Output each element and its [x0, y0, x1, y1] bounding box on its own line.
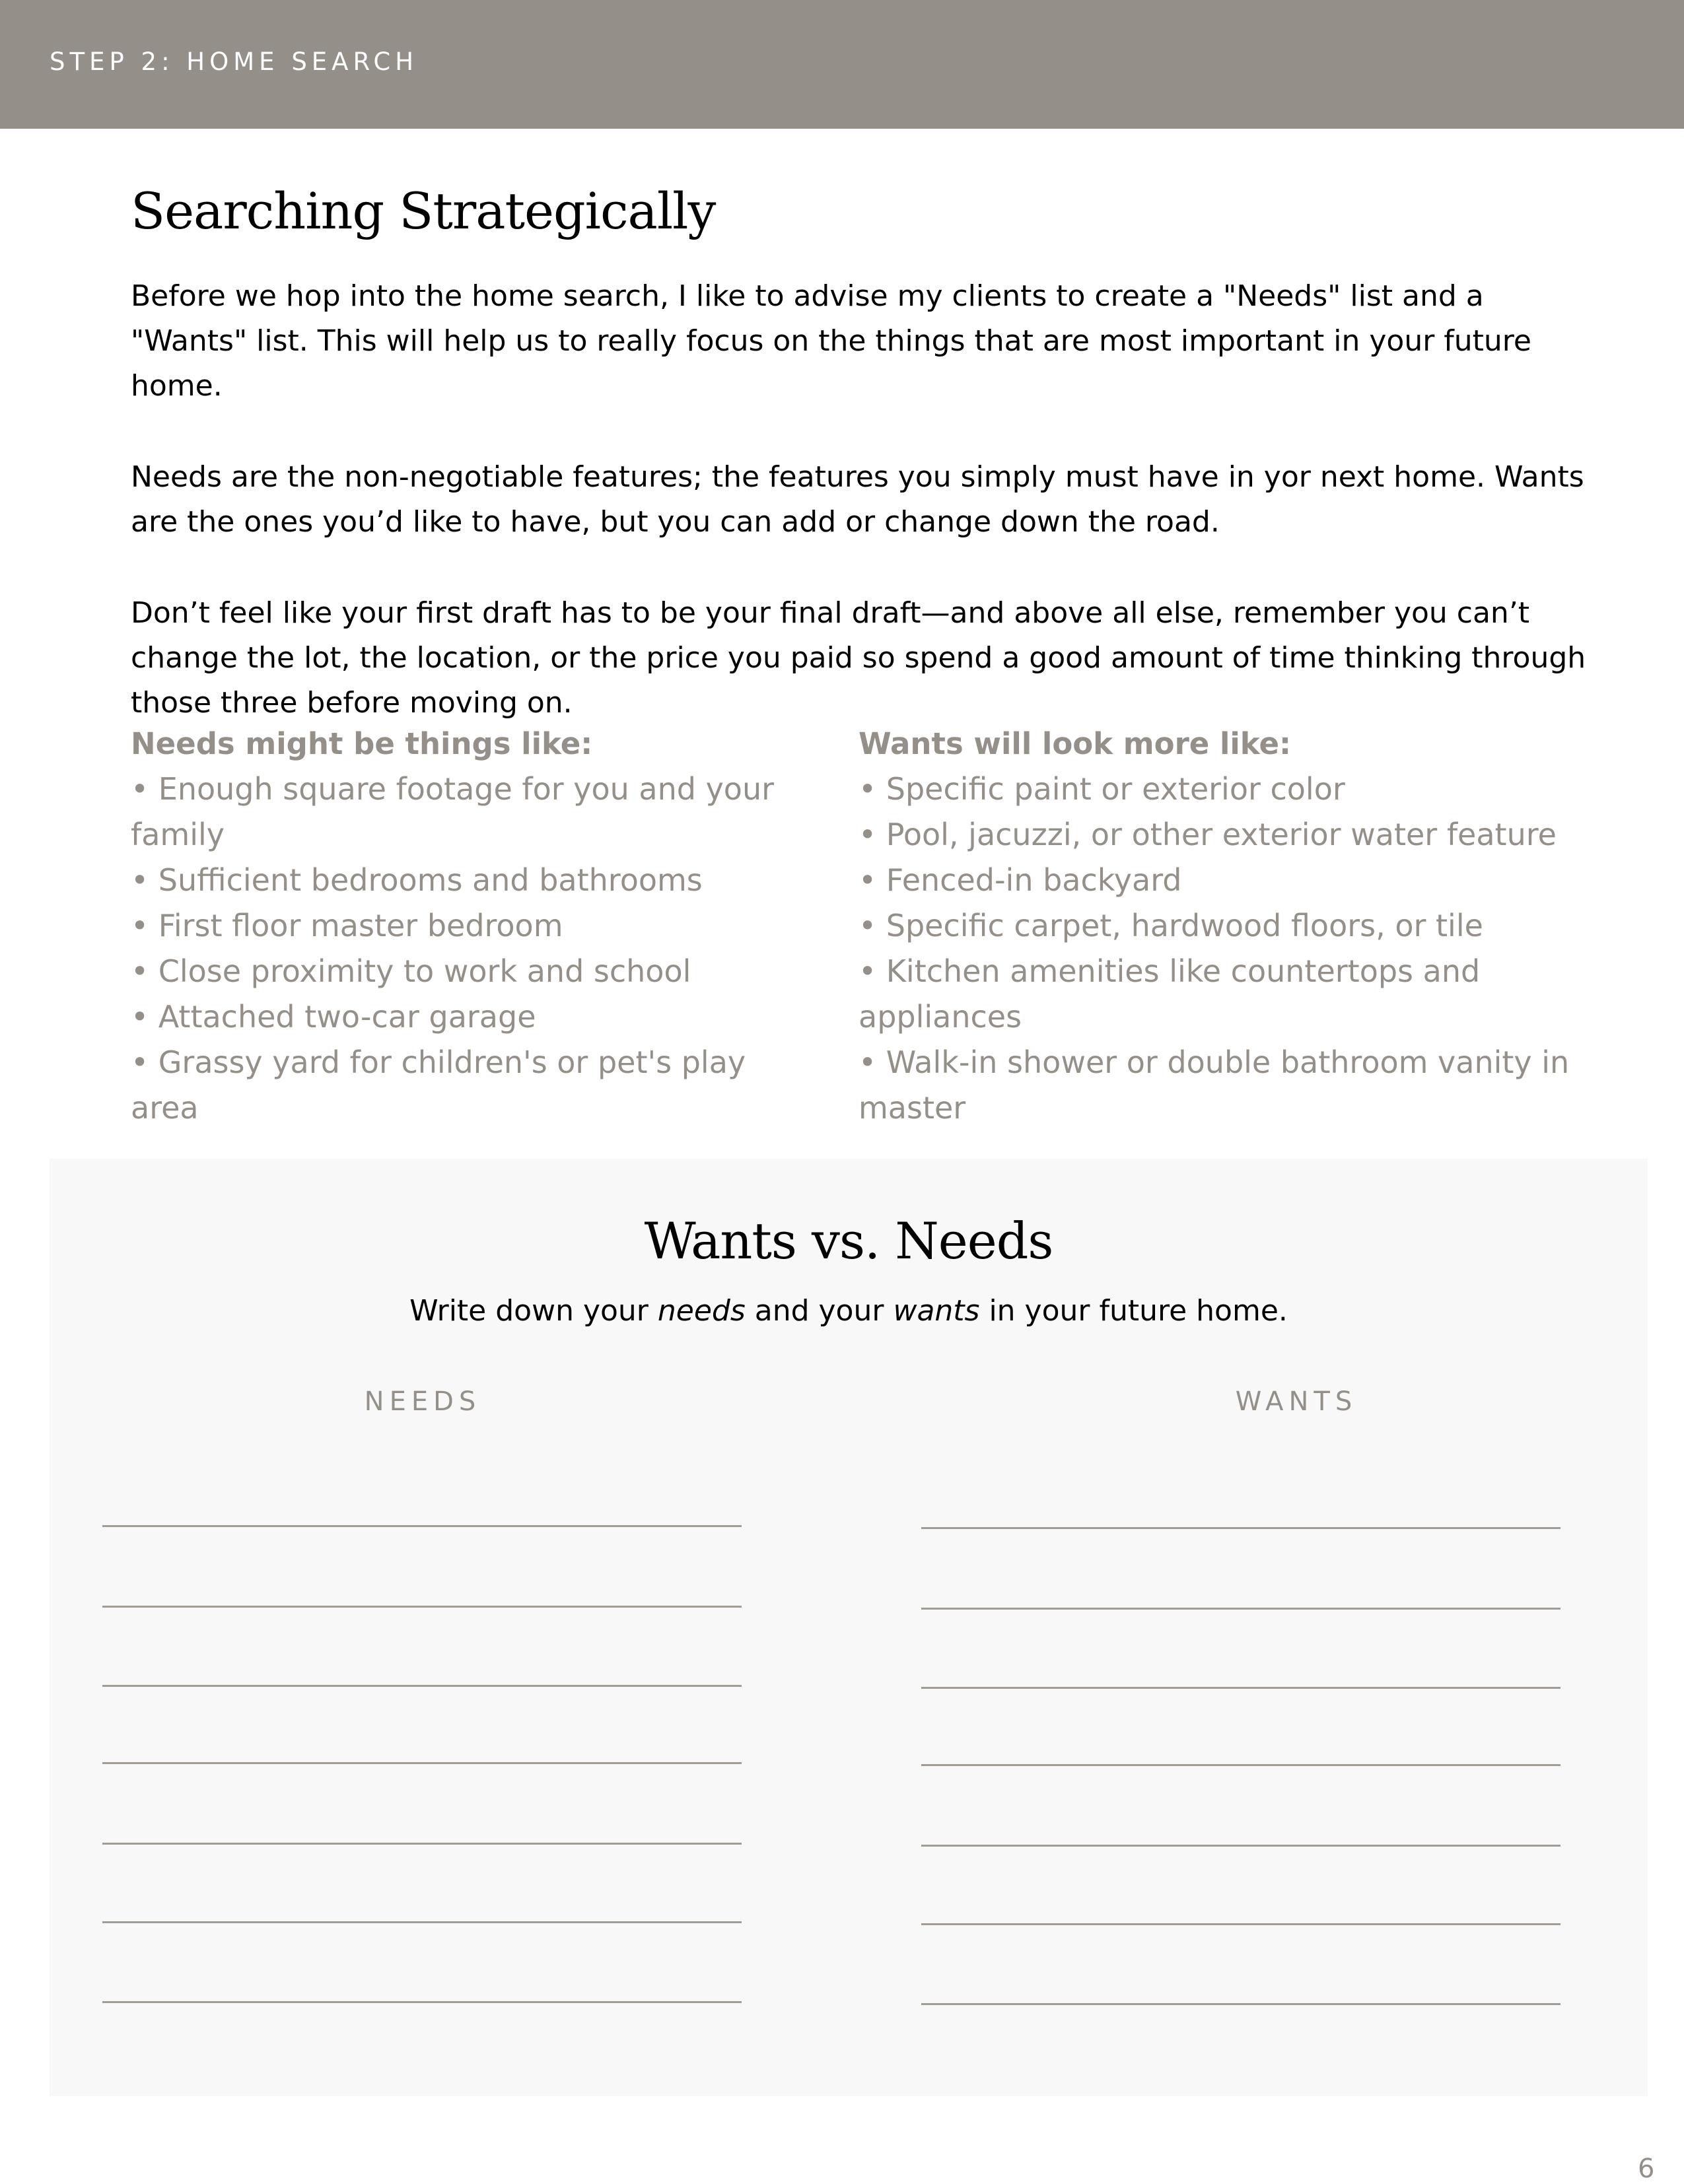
intro-paragraph: Don’t feel like your first draft has to be your final draft—and above all else, remember you can’t change the lot, the location, or the price you paid so spend a good amount of time thinking through those three before moving on. [131, 596, 1586, 720]
needs-write-line[interactable] [102, 1762, 742, 1764]
wants-examples-heading: Wants will look more like: [859, 726, 1292, 761]
instruction-wants-word: wants [893, 1294, 980, 1328]
needs-column-label: NEEDS [364, 1386, 481, 1417]
instruction-needs-word: needs [657, 1294, 746, 1328]
needs-write-line[interactable] [102, 1843, 742, 1845]
needs-write-line[interactable] [102, 1685, 742, 1687]
intro-paragraph: Needs are the non-negotiable features; the features you simply must have in yor next home. Wants are the ones you’d like to have, but you can add or change down the road. [131, 460, 1584, 539]
wants-write-line[interactable] [921, 1608, 1561, 1610]
wants-vs-needs-worksheet [50, 1159, 1648, 2096]
wants-write-line[interactable] [921, 1923, 1561, 1925]
list-item: • Grassy yard for children's or pet's play area [131, 1044, 746, 1126]
needs-examples [131, 721, 798, 1131]
list-item: • First floor master bedroom [131, 908, 563, 943]
needs-write-line[interactable] [102, 1921, 742, 1923]
needs-write-line[interactable] [102, 1525, 742, 1527]
list-item: • Kitchen amenities like countertops and appliances [859, 953, 1481, 1035]
instruction-text: and your [745, 1294, 894, 1328]
wants-column-label: WANTS [1235, 1386, 1358, 1417]
needs-examples-heading: Needs might be things like: [131, 726, 593, 761]
intro-text [131, 274, 1603, 772]
needs-examples-list [131, 767, 798, 1131]
page-number: 6 [1638, 2154, 1655, 2184]
wants-write-line[interactable] [921, 1764, 1561, 1766]
wants-examples [859, 721, 1618, 1131]
worksheet-title: Wants vs. Needs [644, 1211, 1053, 1270]
list-item: • Fenced-in backyard [859, 862, 1182, 898]
instruction-text: Write down your [409, 1294, 658, 1328]
wants-write-line[interactable] [921, 1527, 1561, 1529]
section-label: STEP 2: HOME SEARCH [50, 48, 419, 76]
needs-write-line[interactable] [102, 1606, 742, 1608]
wants-write-line[interactable] [921, 2003, 1561, 2005]
list-item: • Attached two-car garage [131, 999, 536, 1035]
list-item: • Walk-in shower or double bathroom vanity in master [859, 1044, 1570, 1126]
worksheet-instruction [50, 1294, 1648, 1328]
list-item: • Close proximity to work and school [131, 953, 691, 989]
header-band [0, 0, 1684, 129]
intro-paragraph: Before we hop into the home search, I like to advise my clients to create a "Needs" list and a "Wants" list. This will help us to really focus on the things that are most important in your future home. [131, 279, 1532, 403]
list-item: • Sufficient bedrooms and bathrooms [131, 862, 703, 898]
wants-write-line[interactable] [921, 1845, 1561, 1847]
wants-examples-list [859, 767, 1618, 1131]
page-title: Searching Strategically [131, 182, 716, 240]
list-item: • Specific carpet, hardwood floors, or tile [859, 908, 1483, 943]
list-item: • Specific paint or exterior color [859, 771, 1345, 807]
list-item: • Enough square footage for you and your family [131, 771, 775, 852]
list-item: • Pool, jacuzzi, or other exterior water feature [859, 817, 1557, 852]
wants-write-line[interactable] [921, 1687, 1561, 1689]
needs-write-line[interactable] [102, 2001, 742, 2003]
instruction-text: in your future home. [979, 1294, 1288, 1328]
